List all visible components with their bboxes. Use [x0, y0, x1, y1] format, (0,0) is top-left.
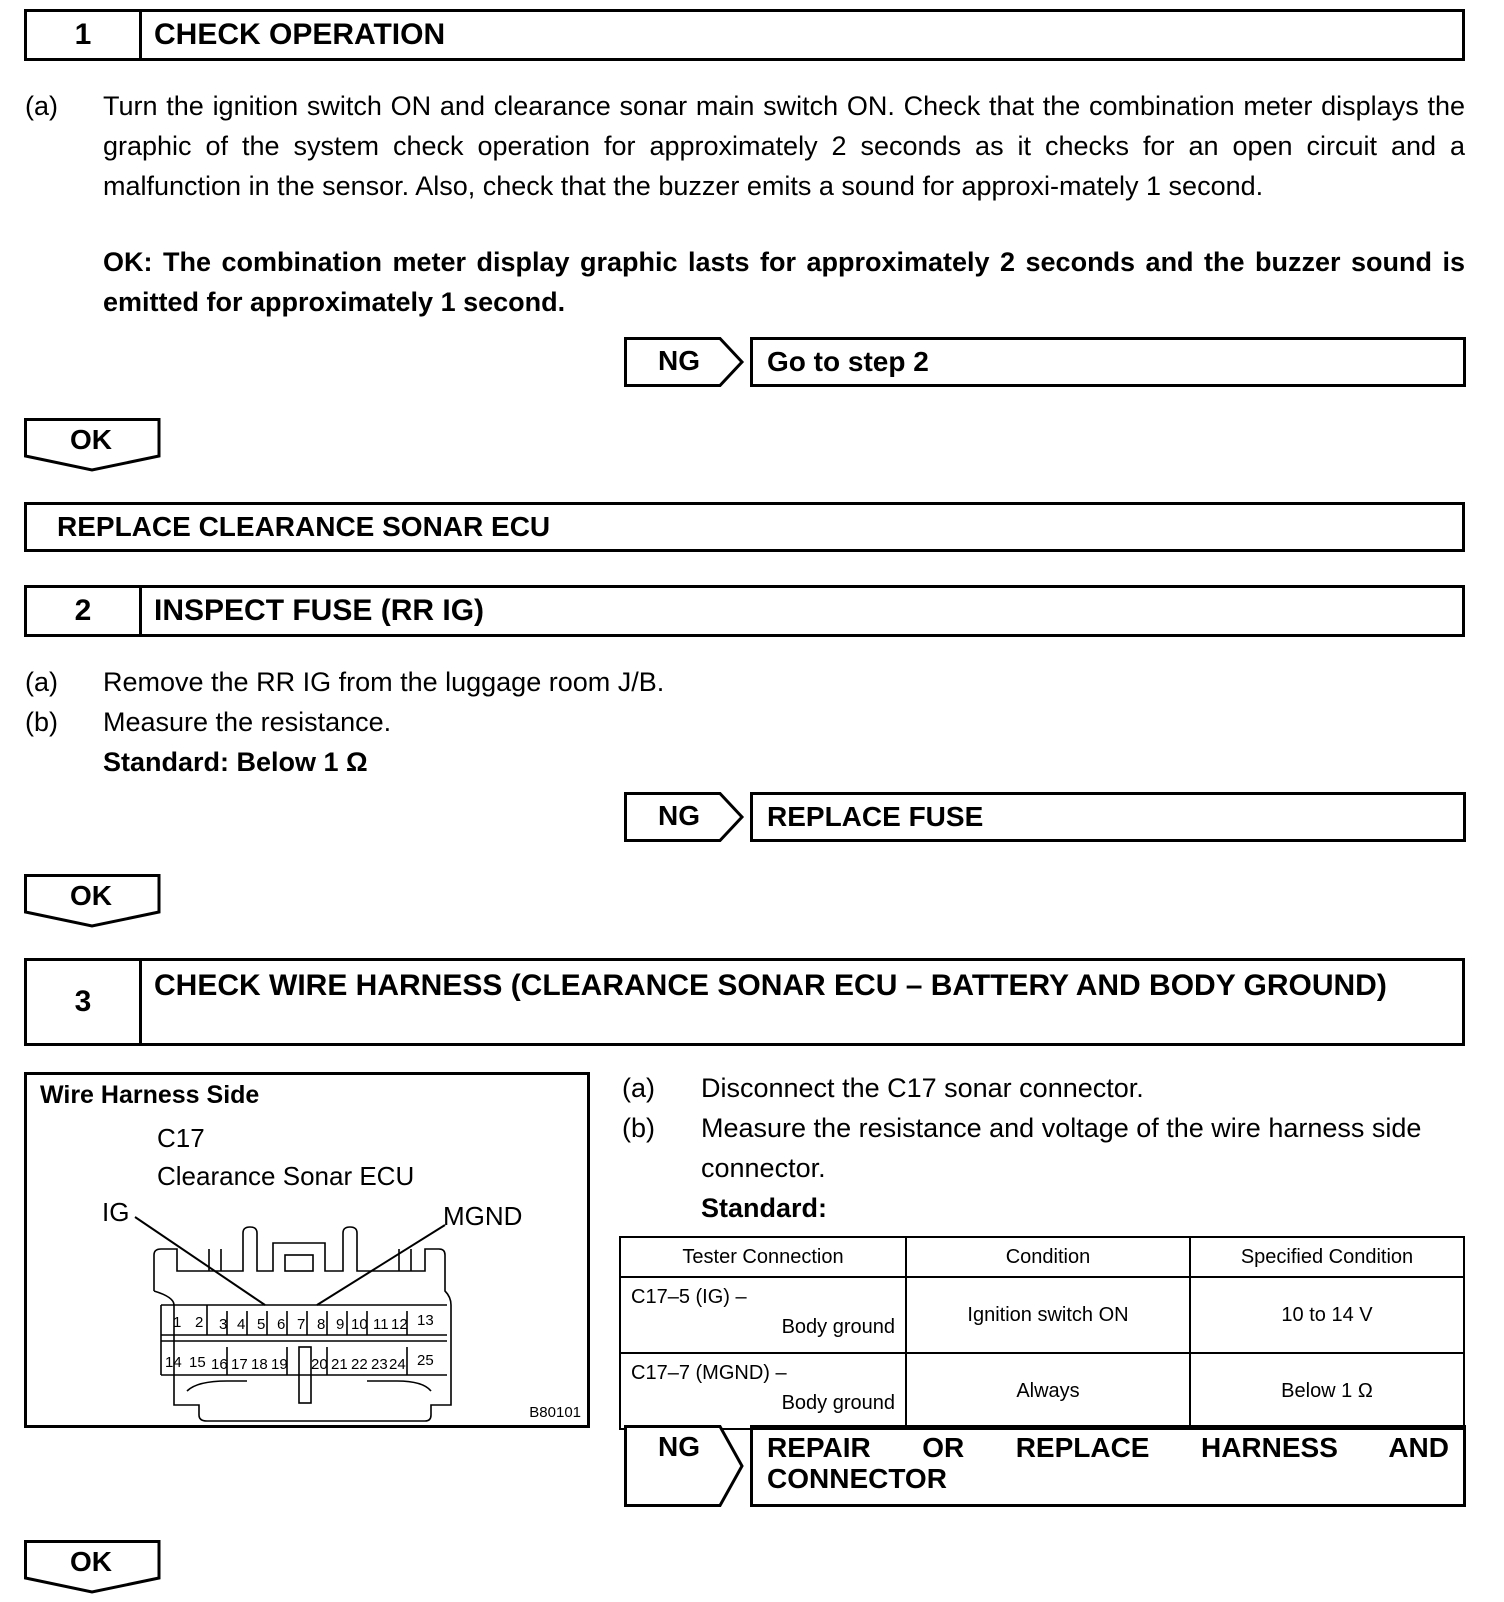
connector-id: C17 — [157, 1123, 205, 1153]
condition-cell: Always — [906, 1353, 1190, 1429]
table-row — [620, 1277, 1464, 1353]
instruction-text: Measure the resistance. — [103, 707, 392, 737]
ng-branch[interactable] — [624, 792, 1466, 842]
svg-text:6: 6 — [277, 1316, 286, 1333]
svg-text:17: 17 — [231, 1356, 248, 1373]
table-header-row — [620, 1237, 1464, 1277]
ng-result: Go to step 2 — [750, 337, 1466, 387]
column-header: Tester Connection — [620, 1237, 906, 1277]
svg-text:16: 16 — [211, 1356, 228, 1373]
step-number: 1 — [27, 12, 142, 58]
svg-text:21: 21 — [331, 1356, 348, 1373]
item-label: (a) — [25, 667, 58, 697]
svg-text:19: 19 — [271, 1356, 288, 1373]
step-2-header — [24, 585, 1465, 637]
svg-text:1: 1 — [173, 1314, 182, 1331]
condition-cell: Ignition switch ON — [906, 1277, 1190, 1353]
connection-from: C17–5 (IG) – — [631, 1286, 747, 1308]
svg-text:10: 10 — [351, 1316, 368, 1333]
ng-label: NG — [658, 1431, 700, 1462]
ng-result: REPAIR OR REPLACE HARNESS AND CONNECTOR — [750, 1425, 1466, 1507]
connection-to: Body ground — [781, 1316, 895, 1338]
svg-text:24: 24 — [389, 1356, 406, 1373]
step-title: CHECK WIRE HARNESS (CLEARANCE SONAR ECU – BATTERY AND BODY GROUND) — [154, 969, 1387, 1002]
ok-label: OK — [70, 1546, 112, 1577]
instruction-text: Remove the RR IG from the luggage room J/B. — [103, 667, 665, 697]
instruction-text: Measure the resistance and voltage of the wire harness side connector. — [701, 1113, 1422, 1183]
tester-connection-cell — [620, 1277, 906, 1353]
ng-branch[interactable] — [624, 337, 1466, 387]
pin-label-ig: IG — [102, 1197, 130, 1227]
step-3-header — [24, 958, 1465, 1046]
standard-table — [619, 1236, 1465, 1430]
svg-text:11: 11 — [373, 1316, 389, 1333]
item-label: (a) — [622, 1073, 655, 1103]
step-number: 3 — [27, 961, 142, 1043]
svg-text:12: 12 — [391, 1316, 408, 1333]
svg-text:5: 5 — [257, 1316, 266, 1333]
ok-branch[interactable] — [24, 874, 164, 930]
standard-label: Standard: — [701, 1193, 828, 1223]
svg-text:20: 20 — [311, 1356, 328, 1373]
table-row — [620, 1353, 1464, 1429]
ok-label: OK — [70, 880, 112, 911]
connector-face-icon — [27, 1075, 587, 1425]
svg-text:15: 15 — [189, 1354, 206, 1371]
svg-text:25: 25 — [417, 1352, 434, 1369]
pin-label-mgnd: MGND — [443, 1201, 523, 1231]
ng-branch[interactable] — [624, 1425, 1466, 1507]
item-label: (b) — [622, 1113, 655, 1143]
figure-code: B80101 — [529, 1404, 581, 1421]
svg-text:18: 18 — [251, 1356, 268, 1373]
ok-standard: OK: The combination meter display graphic lasts for approximately 2 seconds and the buzzer sound is emitted for approximately 1 second. — [103, 247, 1465, 317]
svg-text:13: 13 — [417, 1312, 434, 1329]
spec-cell: 10 to 14 V — [1190, 1277, 1464, 1353]
step-number: 2 — [27, 588, 142, 634]
diagram-title: Wire Harness Side — [40, 1081, 260, 1109]
ok-label: OK — [70, 424, 112, 455]
svg-text:4: 4 — [237, 1316, 246, 1333]
step-1-header — [24, 9, 1465, 61]
standard-value: Standard: Below 1 Ω — [103, 747, 368, 777]
spec-cell: Below 1 Ω — [1190, 1353, 1464, 1429]
ng-label: NG — [658, 800, 700, 831]
svg-text:23: 23 — [371, 1356, 388, 1373]
connector-diagram — [24, 1072, 590, 1428]
svg-text:22: 22 — [351, 1356, 368, 1373]
ok-branch[interactable] — [24, 418, 164, 474]
component-name: Clearance Sonar ECU — [157, 1161, 415, 1191]
item-label: (a) — [25, 91, 58, 121]
step-title: CHECK OPERATION — [154, 18, 446, 51]
svg-text:14: 14 — [165, 1354, 182, 1371]
ng-label: NG — [658, 345, 700, 376]
column-header: Condition — [906, 1237, 1190, 1277]
step-title: INSPECT FUSE (RR IG) — [154, 594, 485, 627]
column-header: Specified Condition — [1190, 1237, 1464, 1277]
ok-branch[interactable] — [24, 1540, 164, 1596]
svg-text:8: 8 — [317, 1316, 326, 1333]
ok-result: REPLACE CLEARANCE SONAR ECU — [24, 502, 1465, 552]
svg-text:7: 7 — [297, 1316, 306, 1333]
connection-to: Body ground — [781, 1392, 895, 1414]
tester-connection-cell — [620, 1353, 906, 1429]
svg-text:2: 2 — [195, 1314, 204, 1331]
instruction-text: Disconnect the C17 sonar connector. — [701, 1073, 1144, 1103]
connection-from: C17–7 (MGND) – — [631, 1362, 787, 1384]
ng-result: REPLACE FUSE — [750, 792, 1466, 842]
svg-text:9: 9 — [336, 1316, 345, 1333]
instruction-text: Turn the ignition switch ON and clearance sonar main switch ON. Check that the combination meter displays the graphic of the system check operation for approximately 2 seconds as it checks for an open circuit and a malfunction in the sensor. Also, check that the buzzer emits a sound for approxi-mately 1 second. — [103, 91, 1465, 201]
svg-text:3: 3 — [219, 1316, 228, 1333]
item-label: (b) — [25, 707, 58, 737]
